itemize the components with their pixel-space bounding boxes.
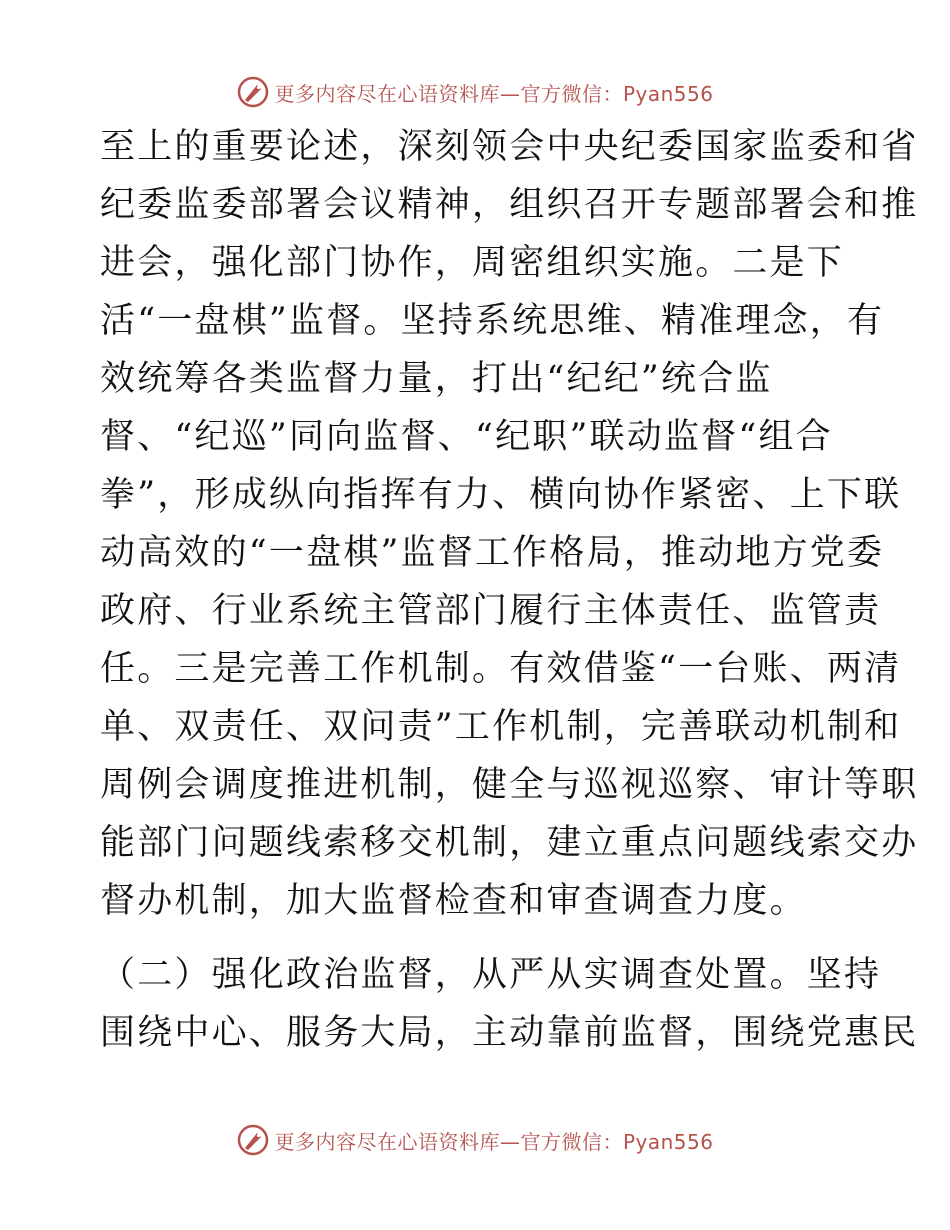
paragraph-line: 活“一盘棋”监督。坚持系统思维、精准理念，有 (100, 301, 885, 341)
paragraph-line: 督、“纪巡”同向监督、“纪职”联动监督“组合 (100, 417, 833, 457)
paragraph-line: 动高效的“一盘棋”监督工作格局，推动地方党委 (100, 533, 885, 573)
paragraph-line: 单、双责任、双问责”工作机制，完善联动机制和 (100, 707, 902, 747)
watermark-text: 更多内容尽在心语资料库—官方微信：Pyan556 (274, 81, 714, 106)
paragraph-line: 督办机制，加大监督检查和审查调查力度。 (100, 881, 807, 921)
paragraph-line: 围绕中心、服务大局，主动靠前监督，围绕党惠民 (100, 1013, 919, 1053)
paragraph-line: 能部门问题线索移交机制，建立重点问题线索交办 (100, 823, 919, 863)
paragraph-line: 任。三是完善工作机制。有效借鉴“一台账、两清 (100, 649, 902, 689)
paragraph-line: 周例会调度推进机制，健全与巡视巡察、审计等职 (100, 765, 919, 805)
paragraph-line: 政府、行业系统主管部门履行主体责任、监管责 (100, 591, 882, 631)
pen-nib-logo-icon (236, 1123, 270, 1157)
footer-watermark (0, 1120, 950, 1160)
paragraph-line: 进会，强化部门协作，周密组织实施。二是下 (100, 243, 845, 283)
paragraph-line: 纪委监委部署会议精神，组织召开专题部署会和推 (100, 185, 919, 225)
paragraph-line: 拳”，形成纵向指挥有力、横向协作紧密、上下联 (100, 475, 902, 515)
document-body (100, 118, 919, 1062)
pen-nib-logo-icon (236, 75, 270, 109)
paragraph-line: 至上的重要论述，深刻领会中央纪委国家监委和省 (100, 127, 919, 167)
section-heading-line: （二）强化政治监督，从严从实调查处置。坚持 (100, 955, 882, 995)
watermark-text: 更多内容尽在心语资料库—官方微信：Pyan556 (274, 1129, 714, 1154)
header-watermark (0, 72, 950, 112)
paragraph-line: 效统筹各类监督力量，打出“纪纪”统合监 (100, 359, 773, 399)
